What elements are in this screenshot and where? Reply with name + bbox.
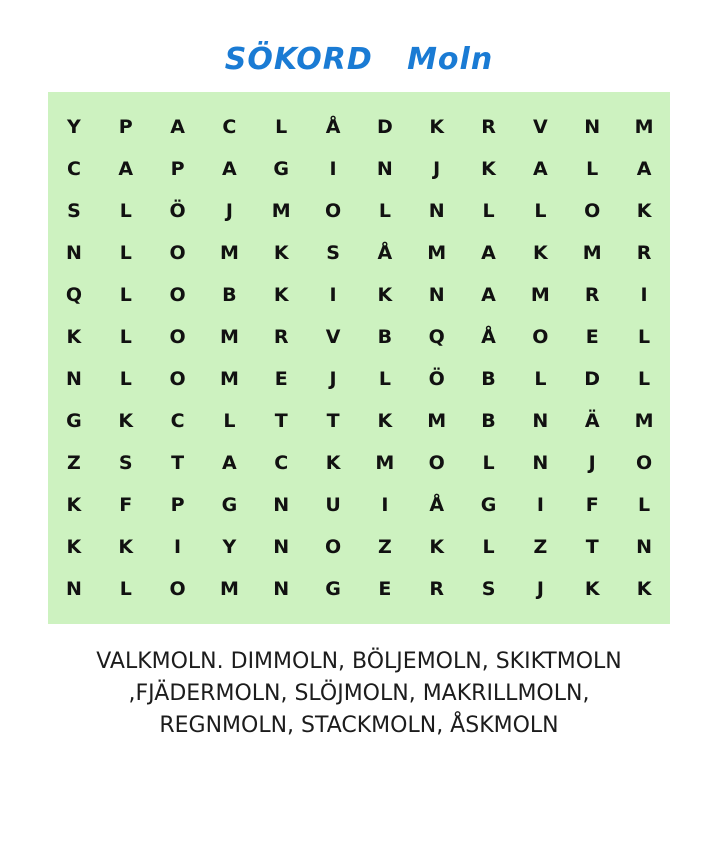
grid-cell[interactable]: L [119,368,132,390]
grid-cell[interactable]: Å [481,326,496,348]
grid-cell[interactable]: N [532,410,549,432]
grid-cell[interactable]: Z [533,536,548,558]
grid-cell[interactable]: I [536,494,544,516]
grid-cell[interactable]: N [636,536,652,558]
table-row [48,232,670,274]
grid-cell[interactable]: K [429,536,445,558]
grid-cell[interactable]: Ö [428,368,445,390]
grid-cell[interactable]: I [329,158,337,180]
grid-cell[interactable]: L [119,578,132,600]
grid-cell[interactable]: E [274,368,288,390]
grid-cell[interactable]: G [221,494,238,516]
grid-cell[interactable]: U [325,494,341,516]
grid-cell[interactable]: Y [222,536,237,558]
grid-cell[interactable]: O [169,242,186,264]
grid-cell[interactable]: L [378,200,391,222]
grid-cell[interactable]: Ä [584,410,600,432]
table-row [48,148,670,190]
grid-cell[interactable]: C [170,410,185,432]
table-row [48,442,670,484]
letter-grid-container [48,92,670,624]
grid-cell[interactable]: L [378,368,391,390]
grid-cell[interactable]: C [66,158,81,180]
grid-cell[interactable]: C [222,116,237,138]
grid-cell[interactable]: S [326,242,340,264]
word-search-page [0,40,718,845]
grid-cell[interactable]: A [118,158,134,180]
grid-cell[interactable]: P [118,116,133,138]
grid-cell[interactable]: K [636,200,652,222]
grid-cell[interactable]: R [481,116,496,138]
grid-cell[interactable]: N [273,578,290,600]
grid-cell[interactable]: L [119,242,132,264]
grid-cell[interactable]: S [67,200,81,222]
grid-cell[interactable]: K [481,158,496,180]
grid-cell[interactable]: J [536,578,544,600]
grid-cell[interactable]: K [66,326,82,348]
grid-cell[interactable]: N [65,578,82,600]
grid-cell[interactable]: R [429,578,445,600]
grid-cell[interactable]: L [534,200,547,222]
grid-cell[interactable]: K [377,410,393,432]
grid-cell[interactable]: R [584,284,600,306]
grid-cell[interactable]: Å [429,494,445,516]
grid-cell[interactable]: D [584,368,601,390]
grid-cell[interactable]: T [274,410,288,432]
grid-cell[interactable]: T [171,452,185,474]
grid-cell[interactable]: L [119,200,132,222]
grid-cell[interactable]: L [482,536,495,558]
grid-cell[interactable]: M [582,242,602,264]
grid-cell[interactable]: O [169,578,186,600]
grid-cell[interactable]: Q [428,326,445,348]
grid-cell[interactable]: Ö [169,200,186,222]
table-row [48,400,670,442]
grid-cell[interactable]: N [532,452,549,474]
grid-cell[interactable]: G [66,410,82,432]
grid-cell[interactable]: K [273,242,289,264]
grid-cell[interactable]: I [329,284,337,306]
table-row [48,316,670,358]
grid-cell[interactable]: P [170,158,185,180]
grid-cell[interactable]: Z [67,452,81,474]
grid-cell[interactable]: O [324,200,342,222]
grid-cell[interactable]: E [378,578,392,600]
grid-cell[interactable]: M [427,410,447,432]
grid-cell[interactable]: L [638,368,651,390]
word-list-line: ,FJÄDERMOLN, SLÖJMOLN, MAKRILLMOLN, [128,681,590,706]
grid-cell[interactable]: L [482,200,495,222]
grid-cell[interactable]: N [584,116,601,138]
grid-cell[interactable]: L [275,116,288,138]
grid-cell[interactable]: K [118,536,134,558]
grid-cell[interactable]: K [66,494,82,516]
grid-cell[interactable]: O [324,536,342,558]
grid-cell[interactable]: O [584,200,601,222]
grid-cell[interactable]: V [325,326,341,348]
grid-cell[interactable]: A [170,116,185,138]
grid-cell[interactable]: P [170,494,185,516]
grid-cell[interactable]: R [273,326,289,348]
grid-cell[interactable]: M [634,116,654,138]
grid-cell[interactable]: J [433,158,441,180]
grid-cell[interactable]: R [636,242,652,264]
grid-cell[interactable]: G [273,158,290,180]
grid-cell[interactable]: O [169,326,186,348]
grid-cell[interactable]: M [219,368,239,390]
grid-cell[interactable]: A [481,242,496,264]
grid-cell[interactable]: K [429,116,445,138]
grid-cell[interactable]: C [274,452,289,474]
grid-cell[interactable]: L [119,284,132,306]
grid-cell[interactable]: B [481,410,496,432]
grid-cell[interactable]: M [375,452,395,474]
grid-cell[interactable]: L [482,452,495,474]
grid-cell[interactable]: Y [67,116,81,138]
letter-grid-body [48,106,670,610]
grid-cell[interactable]: N [428,200,445,222]
grid-cell[interactable]: A [481,284,496,306]
grid-cell[interactable]: Q [65,284,82,306]
grid-cell[interactable]: M [530,284,550,306]
grid-cell[interactable]: J [588,452,596,474]
grid-cell[interactable]: B [481,368,496,390]
grid-cell[interactable]: N [65,368,82,390]
table-row [48,190,670,232]
grid-cell[interactable]: B [222,284,237,306]
letter-grid [48,106,670,610]
grid-cell[interactable]: Å [325,116,341,138]
grid-cell[interactable]: A [222,452,237,474]
grid-cell[interactable]: Z [377,536,392,558]
grid-cell[interactable]: M [219,242,239,264]
grid-cell[interactable]: N [376,158,393,180]
grid-cell[interactable]: S [118,452,133,474]
grid-cell[interactable]: N [428,284,445,306]
grid-cell[interactable]: A [222,158,237,180]
grid-cell[interactable]: A [533,158,548,180]
grid-cell[interactable]: N [273,536,290,558]
grid-cell[interactable]: L [638,326,651,348]
grid-cell[interactable]: I [174,536,182,558]
grid-cell[interactable]: O [635,452,653,474]
grid-cell[interactable]: K [66,536,82,558]
grid-cell[interactable]: F [585,494,599,516]
grid-cell[interactable]: Å [377,242,393,264]
grid-cell[interactable]: K [273,284,289,306]
grid-cell[interactable]: K [636,578,652,600]
grid-cell[interactable]: K [118,410,134,432]
table-row [48,274,670,316]
grid-cell[interactable]: I [640,284,648,306]
table-row [48,106,670,148]
grid-cell[interactable]: M [219,326,239,348]
grid-cell[interactable]: G [480,494,497,516]
grid-cell[interactable]: O [532,326,549,348]
grid-cell[interactable]: M [219,578,239,600]
grid-cell[interactable]: D [376,116,393,138]
word-list-line: VALKMOLN. DIMMOLN, BÖLJEMOLN, SKIKTMOLN [96,649,622,674]
table-row [48,568,670,610]
grid-cell[interactable]: L [223,410,236,432]
grid-cell[interactable]: L [586,158,599,180]
grid-cell[interactable]: L [638,494,651,516]
grid-cell[interactable]: M [427,242,447,264]
grid-cell[interactable]: J [329,368,337,390]
grid-cell[interactable]: G [325,578,341,600]
grid-cell[interactable]: I [381,494,389,516]
grid-cell[interactable]: K [325,452,341,474]
grid-cell[interactable]: O [428,452,445,474]
grid-cell[interactable]: O [169,284,186,306]
grid-cell[interactable]: K [584,578,600,600]
grid-cell[interactable]: L [119,326,132,348]
grid-cell[interactable]: V [533,116,548,138]
grid-cell[interactable]: S [481,578,496,600]
grid-cell[interactable]: M [271,200,291,222]
grid-cell[interactable]: J [225,200,233,222]
page-title: SÖKORD Moln [224,42,494,77]
table-row [48,358,670,400]
grid-cell[interactable]: B [377,326,393,348]
grid-cell[interactable]: O [169,368,186,390]
grid-cell[interactable]: F [119,494,133,516]
grid-cell[interactable]: L [534,368,547,390]
grid-cell[interactable]: N [273,494,290,516]
grid-cell[interactable]: T [585,536,599,558]
table-row [48,484,670,526]
table-row [48,526,670,568]
grid-cell[interactable]: N [65,242,82,264]
grid-cell[interactable]: M [634,410,654,432]
grid-cell[interactable]: K [377,284,393,306]
word-list-line: REGNMOLN, STACKMOLN, ÅSKMOLN [159,713,559,738]
word-list [39,646,679,742]
grid-cell[interactable]: A [636,158,652,180]
grid-cell[interactable]: E [585,326,599,348]
grid-cell[interactable]: K [533,242,548,264]
grid-cell[interactable]: T [326,410,340,432]
